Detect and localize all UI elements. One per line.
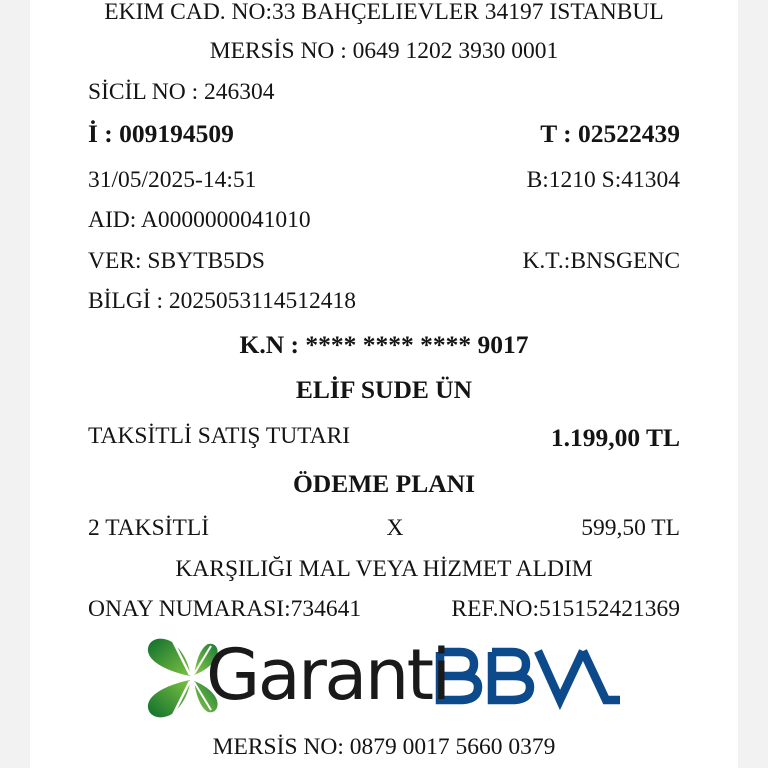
card-number: K.N : **** **** **** 9017 [239,330,529,359]
version-row [88,247,680,275]
aid: AID: A0000000041010 [88,207,311,233]
sale-row [88,422,680,450]
payment-plan-title: ÖDEME PLANI [292,469,476,498]
batch-sequence: B:1210 S:41304 [526,167,680,193]
info: BİLGİ : 2025053114512418 [88,288,357,314]
sale-amount: 1.199,00 TL [550,423,680,452]
merchant-sicil: SİCİL NO : 246304 [88,79,275,105]
installment-multiplier: X [386,515,404,541]
reference-number: REF.NO:515152421369 [451,596,680,622]
approval-row [88,595,680,623]
garanti-bbva-logo [30,632,738,724]
terminal-id: T : 02522439 [540,119,680,148]
installment-count: 2 TAKSİTLİ [88,515,210,541]
acknowledgement: KARŞILIĞI MAL VEYA HİZMET ALDIM [175,556,593,582]
card-holder: ELİF SUDE ÜN [295,375,473,404]
terminal-ids-row [88,120,680,148]
merchant-address: EKIM CAD. NO:33 BAHÇELIEVLER 34197 ISTANBUL [104,0,664,25]
bank-mersis: MERSİS NO: 0879 0017 5660 0379 [212,734,556,760]
datetime-row [88,166,680,194]
bbva-wordmark [440,651,620,700]
merchant-id: İ : 009194509 [88,119,234,148]
installment-amount: 599,50 TL [581,515,680,541]
garanti-wordmark: Garanti [206,634,449,716]
sale-label: TAKSİTLİ SATIŞ TUTARI [88,423,351,449]
approval-number: ONAY NUMARASI:734641 [88,596,362,622]
version: VER: SBYTB5DS [88,248,265,274]
installment-row [88,514,680,542]
transaction-datetime: 31/05/2025-14:51 [88,167,257,193]
receipt [30,0,738,768]
merchant-mersis: MERSİS NO : 0649 1202 3930 0001 [209,38,559,64]
card-type: K.T.:BNSGENC [522,248,680,274]
